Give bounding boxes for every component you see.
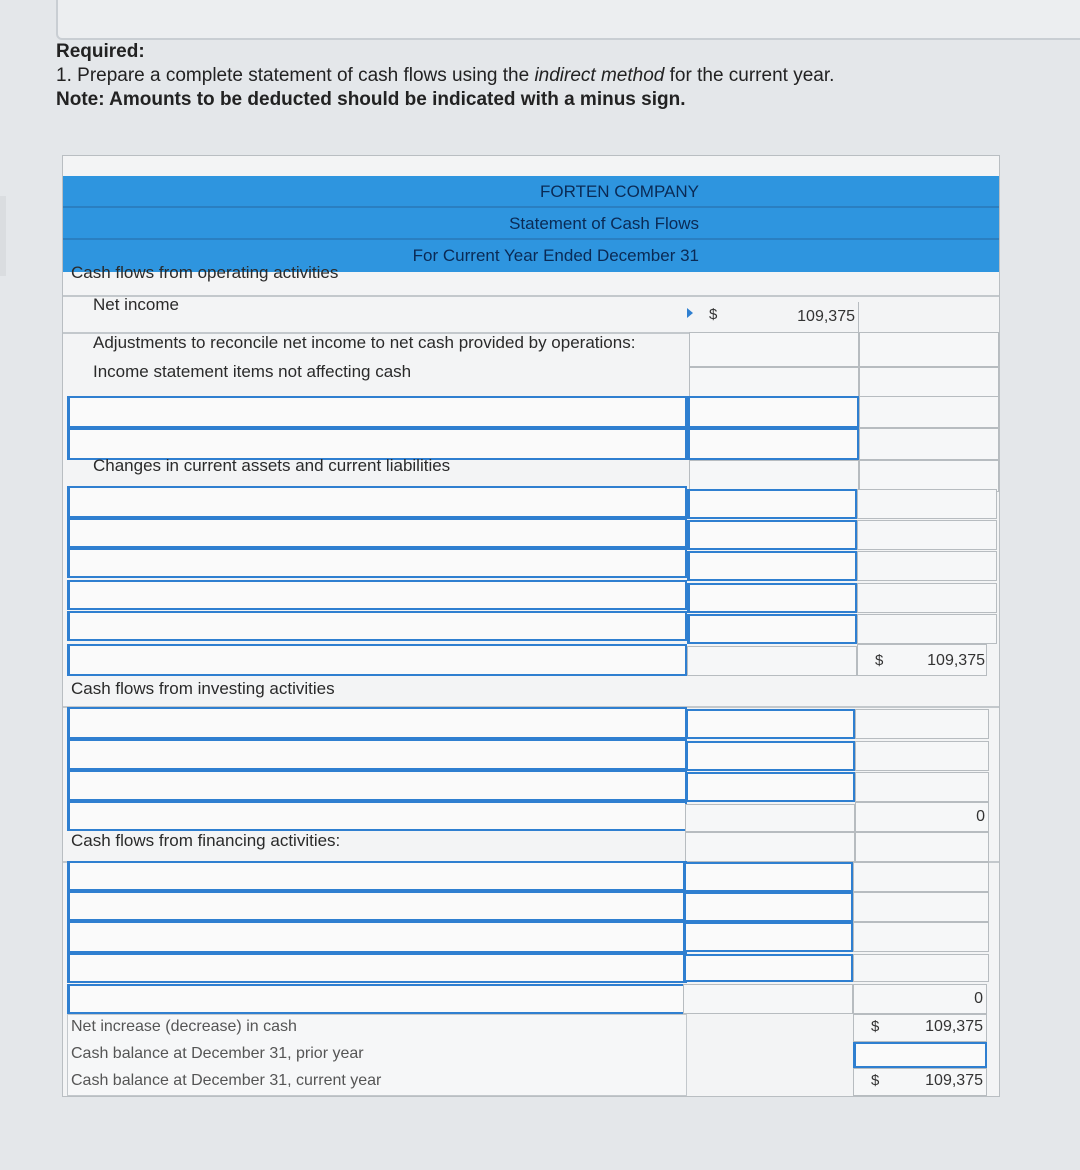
operating-total-value: 109,375 xyxy=(927,652,985,669)
operating-total-currency: $ xyxy=(875,652,884,669)
noncash-items-label: Income statement items not affecting cash xyxy=(93,362,412,381)
wc-row-2-label-input[interactable] xyxy=(67,518,687,548)
investing-row-1-amount-input[interactable] xyxy=(685,709,855,739)
wc-row-5-amount-input[interactable] xyxy=(687,614,857,644)
financing-section-label: Cash flows from financing activities: xyxy=(71,831,341,850)
wc-row-5-label-input[interactable] xyxy=(67,611,687,641)
net-change-currency: $ xyxy=(871,1018,880,1035)
net-change-value: 109,375 xyxy=(925,1018,983,1035)
task-italic: indirect method xyxy=(534,65,665,86)
operating-section-label: Cash flows from operating activities xyxy=(71,263,339,282)
prior-balance-label: Cash balance at December 31, prior year xyxy=(71,1045,364,1062)
investing-row-2-label-input[interactable] xyxy=(67,739,687,770)
financing-total-value: 0 xyxy=(974,990,983,1007)
noncash-row-2-amount-input[interactable] xyxy=(687,428,859,460)
financing-row-3-amount-input[interactable] xyxy=(683,922,853,952)
net-change-label: Net increase (decrease) in cash xyxy=(71,1018,297,1035)
company-name: FORTEN COMPANY xyxy=(540,182,699,201)
wc-row-3-amount-input[interactable] xyxy=(687,551,857,581)
financing-row-1-label-input[interactable] xyxy=(67,861,687,891)
task-number: 1. xyxy=(56,65,72,86)
wc-row-4-label-input[interactable] xyxy=(67,580,687,610)
financing-row-1-amount-input[interactable] xyxy=(683,862,853,892)
note-text: Note: Amounts to be deducted should be indicated with a minus sign. xyxy=(56,89,686,110)
task-after: for the current year. xyxy=(669,65,835,86)
financing-row-3-label-input[interactable] xyxy=(67,921,687,953)
financing-row-2-label-input[interactable] xyxy=(67,891,687,921)
wc-row-4-amount-input[interactable] xyxy=(687,583,857,613)
financing-row-2-amount-input[interactable] xyxy=(683,892,853,922)
task-text xyxy=(56,64,834,88)
working-capital-label: Changes in current assets and current liabilities xyxy=(93,456,451,475)
prior-balance-input[interactable] xyxy=(853,1042,987,1068)
cash-flow-worksheet xyxy=(62,155,1000,1097)
wc-row-1-label-input[interactable] xyxy=(67,486,687,518)
adjustments-label: Adjustments to reconcile net income to net cash provided by operations: xyxy=(93,333,636,352)
financing-row-4-amount-input[interactable] xyxy=(683,954,853,982)
current-balance-label: Cash balance at December 31, current year xyxy=(71,1072,382,1089)
operating-total-label-input[interactable] xyxy=(67,644,687,676)
investing-row-1-label-input[interactable] xyxy=(67,707,687,739)
financing-row-4-label-input[interactable] xyxy=(67,953,687,983)
net-income-currency: $ xyxy=(709,306,718,323)
required-heading: Required: xyxy=(56,41,145,62)
statement-title: Statement of Cash Flows xyxy=(509,214,699,233)
wc-row-3-label-input[interactable] xyxy=(67,548,687,578)
current-balance-value: 109,375 xyxy=(925,1072,983,1089)
noncash-row-1-amount-input[interactable] xyxy=(687,396,859,428)
net-income-label: Net income xyxy=(93,295,179,314)
wc-row-2-amount-input[interactable] xyxy=(687,520,857,550)
investing-section-label: Cash flows from investing activities xyxy=(71,679,335,698)
top-panel xyxy=(56,0,1080,40)
statement-period: For Current Year Ended December 31 xyxy=(412,246,699,265)
investing-row-3-label-input[interactable] xyxy=(67,770,687,801)
wc-row-1-amount-input[interactable] xyxy=(687,489,857,519)
statement-header xyxy=(63,176,999,272)
current-balance-currency: $ xyxy=(871,1072,880,1089)
net-income-value: 109,375 xyxy=(797,308,855,325)
noncash-row-1-label-input[interactable] xyxy=(67,396,687,428)
investing-total-label-input[interactable] xyxy=(67,801,687,831)
investing-total-value: 0 xyxy=(976,808,985,825)
investing-row-2-amount-input[interactable] xyxy=(685,741,855,771)
left-edge xyxy=(0,196,6,276)
financing-total-label-input[interactable] xyxy=(67,984,687,1014)
instructions xyxy=(56,40,834,112)
investing-row-3-amount-input[interactable] xyxy=(685,772,855,802)
task-before: Prepare a complete statement of cash flows using the xyxy=(77,65,530,86)
